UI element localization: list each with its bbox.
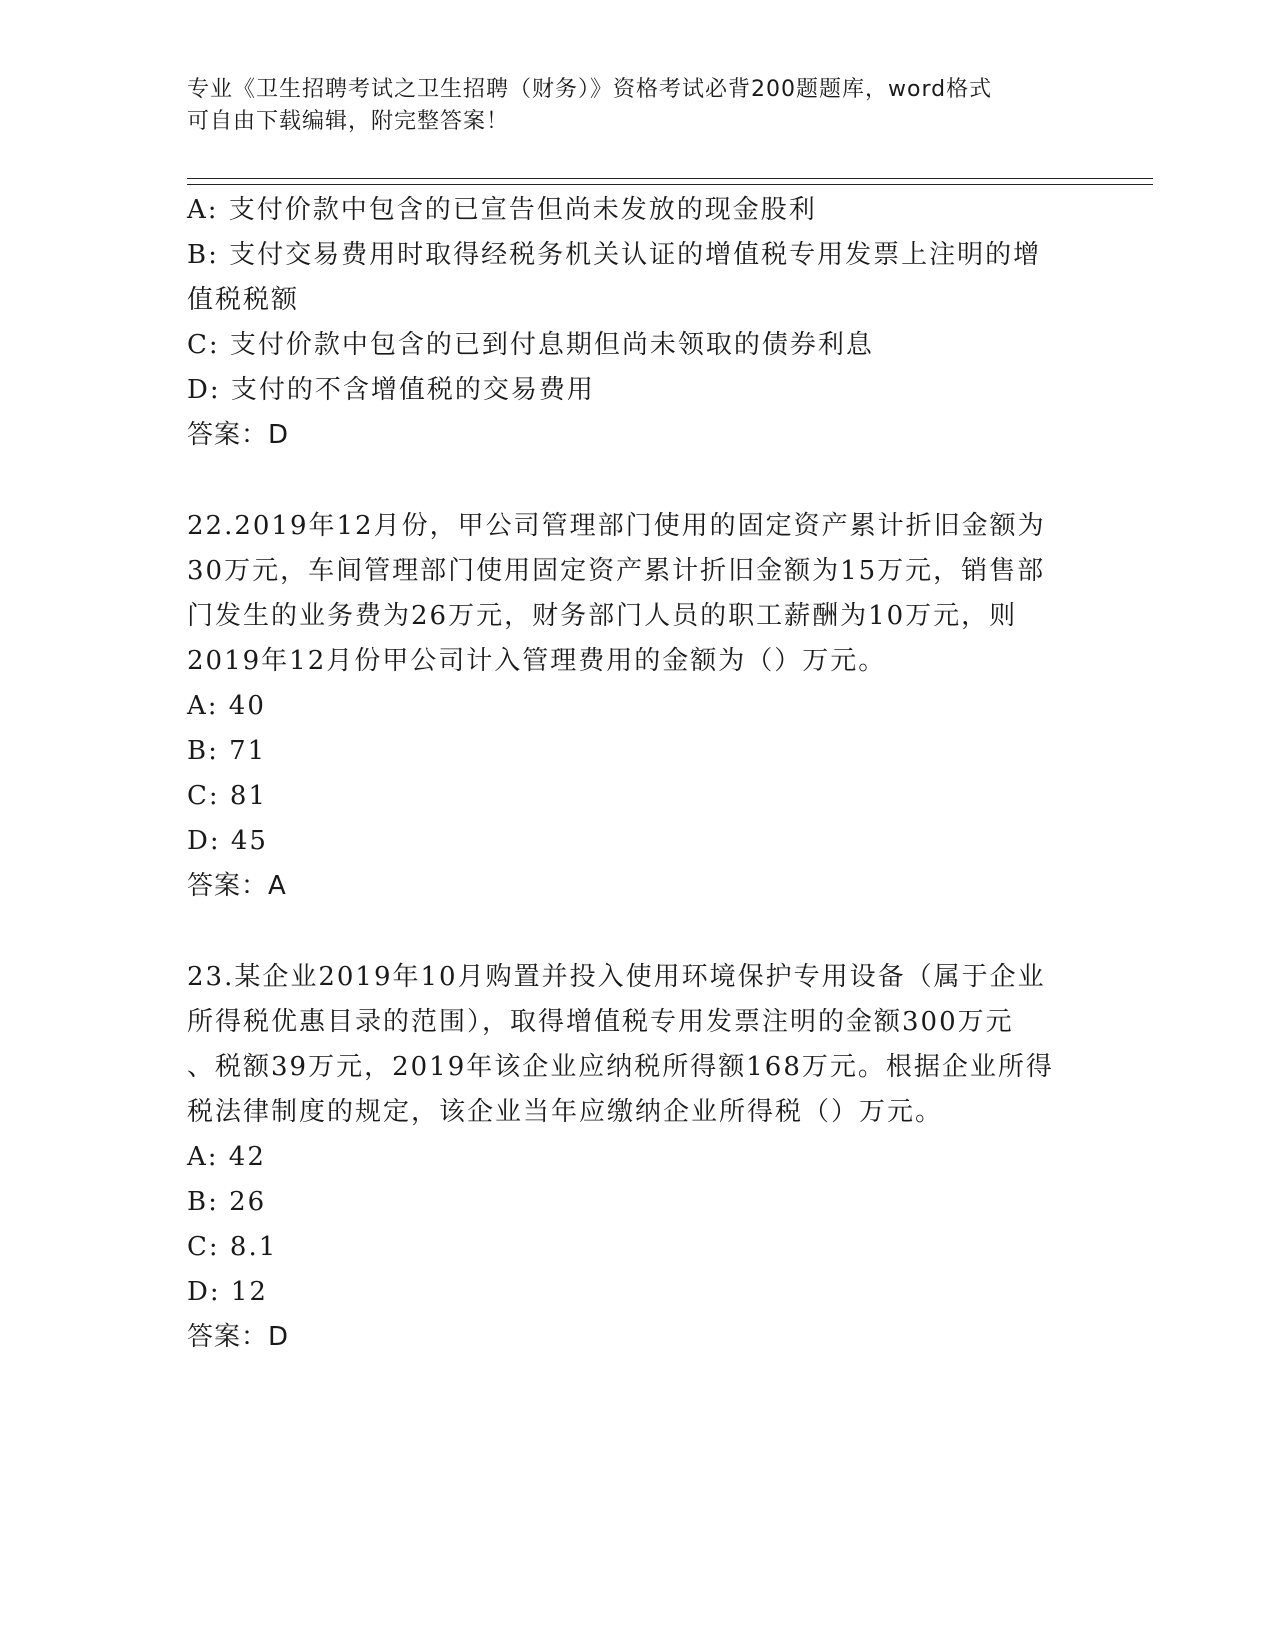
question-23 [187, 955, 1087, 1360]
question-stem-line: 、税额39万元，2019年该企业应纳税所得额168万元。根据企业所得 [187, 1052, 1054, 1082]
question-stem-line: 23.某企业2019年10月购置并投入使用环境保护专用设备（属于企业 [187, 962, 1046, 992]
question-stem-line: 22.2019年12月份，甲公司管理部门使用的固定资产累计折旧金额为 [187, 511, 1046, 541]
question-22 [187, 504, 1087, 909]
option-d: D: 12 [187, 1277, 268, 1307]
header-line-2: 可自由下载编辑，附完整答案！ [187, 109, 510, 134]
option-d: D: 45 [187, 826, 268, 856]
question-21 [187, 188, 1087, 458]
option-b-continued: 值税税额 [187, 285, 300, 315]
option-d: D: 支付的不含增值税的交易费用 [187, 375, 595, 405]
answer: 答案：D [187, 420, 290, 450]
question-stem-line: 所得税优惠目录的范围），取得增值税专用发票注明的金额300万元 [187, 1007, 1014, 1037]
option-a: A: 42 [187, 1142, 266, 1172]
answer: 答案：A [187, 871, 287, 901]
option-c: C: 8.1 [187, 1232, 278, 1262]
answer: 答案：D [187, 1322, 290, 1352]
option-b: B: 71 [187, 736, 267, 766]
option-a: A: 支付价款中包含的已宣告但尚未发放的现金股利 [187, 195, 817, 225]
question-list [187, 188, 1087, 1360]
header-rule-bottom [187, 184, 1153, 185]
question-stem-line: 2019年12月份甲公司计入管理费用的金额为（）万元。 [187, 646, 887, 676]
option-b: B: 26 [187, 1187, 267, 1217]
question-stem-line: 税法律制度的规定，该企业当年应缴纳企业所得税（）万元。 [187, 1097, 944, 1127]
header-line-1: 专业《卫生招聘考试之卫生招聘（财务）》资格考试必背200题题库，word格式 [187, 77, 993, 102]
document-header [187, 74, 1067, 138]
question-stem-line: 门发生的业务费为26万元，财务部门人员的职工薪酬为10万元，则 [187, 601, 1018, 631]
option-a: A: 40 [187, 691, 266, 721]
option-c: C: 支付价款中包含的已到付息期但尚未领取的债券利息 [187, 330, 874, 360]
header-rule-top [187, 178, 1153, 179]
option-b: B: 支付交易费用时取得经税务机关认证的增值税专用发票上注明的增 [187, 240, 1042, 270]
option-c: C: 81 [187, 781, 268, 811]
question-stem-line: 30万元，车间管理部门使用固定资产累计折旧金额为15万元，销售部 [187, 556, 1046, 586]
